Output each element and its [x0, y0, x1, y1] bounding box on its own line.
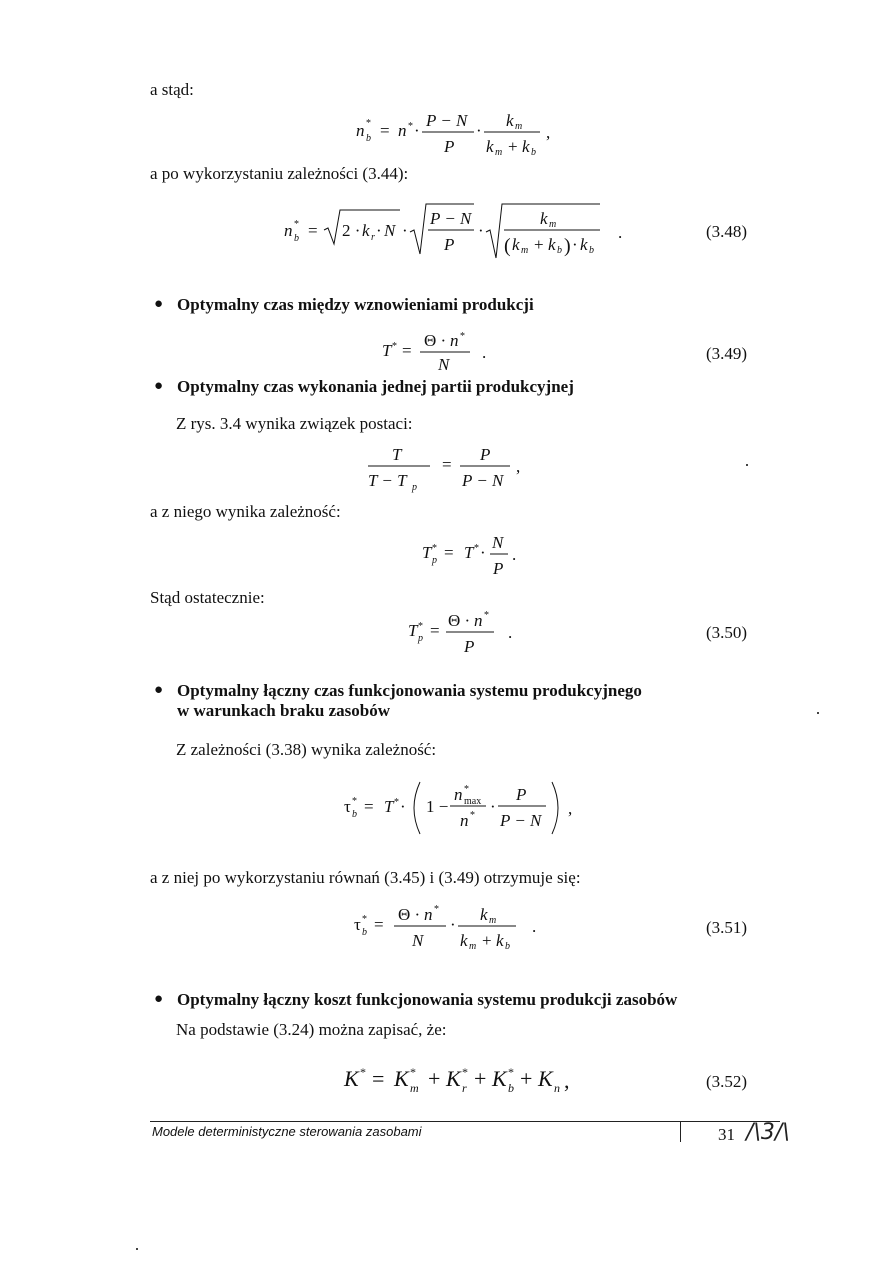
- text-a-z-niej: a z niej po wykorzystaniu równań (3.45) i (3.49) otrzymuje się:: [150, 868, 581, 887]
- equation-number-3-51: (3.51): [706, 918, 748, 937]
- text-z-zaleznosci: Z zależności (3.38) wynika zależność:: [176, 740, 437, 759]
- svg-text:T − T: T − T: [368, 471, 407, 490]
- svg-text:T: T: [392, 445, 402, 464]
- text-a-z-niego: a z niego wynika zależność:: [150, 502, 341, 521]
- svg-text:k: k: [512, 235, 520, 254]
- heading-optymalny-czas-partii: Optymalny czas wykonania jednej partii produkcyjnej: [177, 377, 574, 396]
- svg-text:b: b: [352, 809, 357, 820]
- svg-text:·: ·: [414, 121, 420, 140]
- svg-text:*: *: [460, 331, 465, 342]
- svg-text:T: T: [384, 797, 394, 816]
- equation-number-3-48: (3.48): [706, 222, 748, 241]
- svg-text:K: K: [446, 1066, 461, 1091]
- svg-text:k: k: [522, 137, 530, 156]
- speck: [817, 712, 819, 714]
- svg-text:m: m: [410, 1081, 419, 1095]
- svg-text:*: *: [362, 914, 367, 925]
- speck: [136, 1248, 138, 1250]
- svg-text:b: b: [589, 245, 594, 256]
- svg-text:·: ·: [490, 797, 496, 816]
- svg-text:*: *: [462, 1065, 468, 1079]
- svg-text:=: =: [374, 915, 384, 934]
- svg-text:*: *: [360, 1065, 366, 1079]
- svg-text:·: ·: [476, 121, 482, 140]
- text-a-po-wykorzystaniu: a po wykorzystaniu zależności (3.44):: [150, 164, 409, 183]
- speck: [746, 464, 748, 466]
- svg-text:b: b: [508, 1081, 514, 1095]
- svg-text:T: T: [382, 341, 392, 360]
- svg-text:P: P: [516, 785, 527, 804]
- svg-text:*: *: [294, 219, 299, 230]
- svg-text:·: ·: [400, 797, 406, 816]
- svg-text:+: +: [482, 931, 492, 950]
- svg-text:m: m: [549, 219, 557, 230]
- text-a-stad: a stąd:: [150, 80, 194, 99]
- svg-text:P − N: P − N: [430, 209, 472, 228]
- svg-text:max: max: [464, 796, 482, 807]
- svg-text:(: (: [504, 235, 511, 257]
- svg-text:1 −: 1 −: [426, 797, 449, 816]
- svg-text:n: n: [398, 121, 407, 140]
- svg-text:k: k: [460, 931, 468, 950]
- svg-text:N: N: [412, 931, 424, 950]
- page-number: 31: [718, 1125, 735, 1144]
- svg-text:K: K: [492, 1066, 507, 1091]
- svg-text:·: ·: [480, 543, 486, 562]
- svg-text:T: T: [422, 543, 432, 562]
- svg-text:·: ·: [376, 221, 382, 240]
- svg-text:n: n: [356, 121, 365, 140]
- svg-text:+: +: [534, 235, 544, 254]
- svg-text:n: n: [554, 1081, 560, 1095]
- svg-text:=: =: [444, 543, 454, 562]
- equation-number-3-49: (3.49): [706, 344, 748, 363]
- svg-text:Θ ·: Θ ·: [424, 331, 447, 350]
- svg-text:n: n: [454, 785, 463, 804]
- svg-text:·: ·: [478, 221, 484, 240]
- svg-text:,: ,: [516, 457, 521, 476]
- svg-text:=: =: [380, 121, 390, 140]
- svg-text:n: n: [450, 331, 459, 350]
- text-stad-ostatecznie: Stąd ostatecznie:: [150, 588, 265, 607]
- svg-text:N: N: [492, 533, 504, 552]
- svg-text:k: k: [362, 221, 370, 240]
- svg-text:2 ·: 2 ·: [342, 221, 361, 240]
- svg-text:*: *: [392, 341, 397, 352]
- svg-text:n: n: [284, 221, 293, 240]
- svg-text:b: b: [505, 941, 510, 952]
- svg-text:P − N: P − N: [500, 811, 542, 830]
- svg-text:*: *: [366, 118, 371, 129]
- svg-text:.: .: [532, 917, 537, 936]
- text-z-rys: Z rys. 3.4 wynika związek postaci:: [176, 414, 413, 433]
- svg-text:k: k: [506, 111, 514, 130]
- svg-text:*: *: [408, 121, 413, 132]
- heading-optymalny-laczny-czas-line1: Optymalny łączny czas funkcjonowania systemu produkcyjnego: [177, 681, 642, 700]
- svg-text:p: p: [412, 482, 417, 493]
- bullet-icon: ●: [154, 296, 164, 312]
- svg-text:.: .: [512, 545, 517, 564]
- svg-text:=: =: [364, 797, 374, 816]
- svg-text:=: =: [430, 621, 440, 640]
- svg-text:k: k: [480, 905, 488, 924]
- svg-text:*: *: [474, 543, 479, 554]
- svg-text:P − N: P − N: [426, 111, 468, 130]
- svg-text:p: p: [418, 633, 423, 644]
- svg-text:n: n: [474, 611, 483, 630]
- svg-text:*: *: [434, 904, 439, 915]
- svg-text:T: T: [408, 621, 418, 640]
- svg-text:P: P: [464, 637, 475, 656]
- svg-text:m: m: [495, 147, 503, 158]
- svg-text:+: +: [520, 1066, 533, 1091]
- bullet-icon: ●: [154, 991, 164, 1007]
- equation-number-3-50: (3.50): [706, 623, 748, 642]
- svg-text:P: P: [444, 137, 455, 156]
- svg-text:·: ·: [572, 235, 578, 254]
- svg-text:k: k: [580, 235, 588, 254]
- svg-text:=: =: [402, 341, 412, 360]
- svg-text:+: +: [508, 137, 518, 156]
- svg-text:,: ,: [568, 799, 573, 818]
- svg-text:k: k: [496, 931, 504, 950]
- svg-text:b: b: [294, 233, 299, 244]
- svg-text:τ: τ: [354, 915, 361, 934]
- svg-text:·: ·: [402, 221, 408, 240]
- svg-text:b: b: [557, 245, 562, 256]
- footer-rule: [150, 1121, 780, 1122]
- svg-text:P: P: [480, 445, 491, 464]
- svg-text:.: .: [618, 223, 623, 242]
- svg-text:*: *: [508, 1065, 514, 1079]
- svg-text:·: ·: [450, 915, 456, 934]
- svg-text:r: r: [462, 1081, 467, 1095]
- heading-optymalny-laczny-koszt: Optymalny łączny koszt funkcjonowania systemu produkcji zasobów: [177, 990, 678, 1009]
- svg-text:k: k: [486, 137, 494, 156]
- text-na-podstawie: Na podstawie (3.24) można zapisać, że:: [176, 1020, 447, 1039]
- svg-text:+: +: [428, 1066, 441, 1091]
- svg-text:b: b: [362, 927, 367, 938]
- svg-text:m: m: [469, 941, 477, 952]
- svg-text:*: *: [432, 543, 437, 554]
- footer-divider: [680, 1122, 681, 1142]
- heading-optymalny-laczny-czas-line2: w warunkach braku zasobów: [177, 701, 391, 720]
- svg-text:P: P: [493, 559, 504, 578]
- svg-text:b: b: [366, 133, 371, 144]
- svg-text:b: b: [531, 147, 536, 158]
- svg-text:k: k: [540, 209, 548, 228]
- svg-text:P: P: [444, 235, 455, 254]
- svg-text:=: =: [372, 1066, 385, 1091]
- bullet-icon: ●: [154, 378, 164, 394]
- svg-text:.: .: [482, 343, 487, 362]
- svg-text:,: ,: [546, 123, 551, 142]
- svg-text:*: *: [410, 1065, 416, 1079]
- equation-number-3-52: (3.52): [706, 1072, 748, 1091]
- svg-text:n: n: [460, 811, 469, 830]
- svg-text:K: K: [344, 1066, 359, 1091]
- svg-text:*: *: [470, 810, 475, 821]
- svg-text:*: *: [418, 621, 423, 632]
- footer-title: Modele deterministyczne sterowania zasobami: [152, 1124, 422, 1139]
- svg-text:p: p: [432, 555, 437, 566]
- svg-text:*: *: [394, 797, 399, 808]
- svg-text:N: N: [438, 355, 450, 374]
- bullet-icon: ●: [154, 682, 164, 698]
- svg-text:τ: τ: [344, 797, 351, 816]
- svg-text:=: =: [442, 455, 452, 474]
- svg-text:+: +: [474, 1066, 487, 1091]
- svg-text:k: k: [548, 235, 556, 254]
- svg-text:.: .: [508, 623, 513, 642]
- svg-text:P − N: P − N: [462, 471, 504, 490]
- svg-text:*: *: [464, 784, 469, 795]
- svg-text:Θ ·: Θ ·: [398, 905, 421, 924]
- svg-text:,: ,: [564, 1068, 570, 1093]
- svg-text:Θ ·: Θ ·: [448, 611, 471, 630]
- svg-text:r: r: [371, 232, 375, 243]
- svg-text:K: K: [394, 1066, 409, 1091]
- handwritten-annotation: /\3/\: [746, 1120, 790, 1145]
- svg-text:T: T: [464, 543, 474, 562]
- svg-text:=: =: [308, 221, 318, 240]
- svg-text:*: *: [484, 610, 489, 621]
- svg-text:K: K: [538, 1066, 553, 1091]
- svg-text:m: m: [489, 915, 497, 926]
- svg-text:*: *: [352, 796, 357, 807]
- svg-text:m: m: [515, 121, 523, 132]
- svg-text:N: N: [384, 221, 396, 240]
- svg-text:): ): [564, 235, 571, 257]
- svg-text:n: n: [424, 905, 433, 924]
- heading-optymalny-czas-wznowienia: Optymalny czas między wznowieniami produkcji: [177, 295, 534, 314]
- svg-text:m: m: [521, 245, 529, 256]
